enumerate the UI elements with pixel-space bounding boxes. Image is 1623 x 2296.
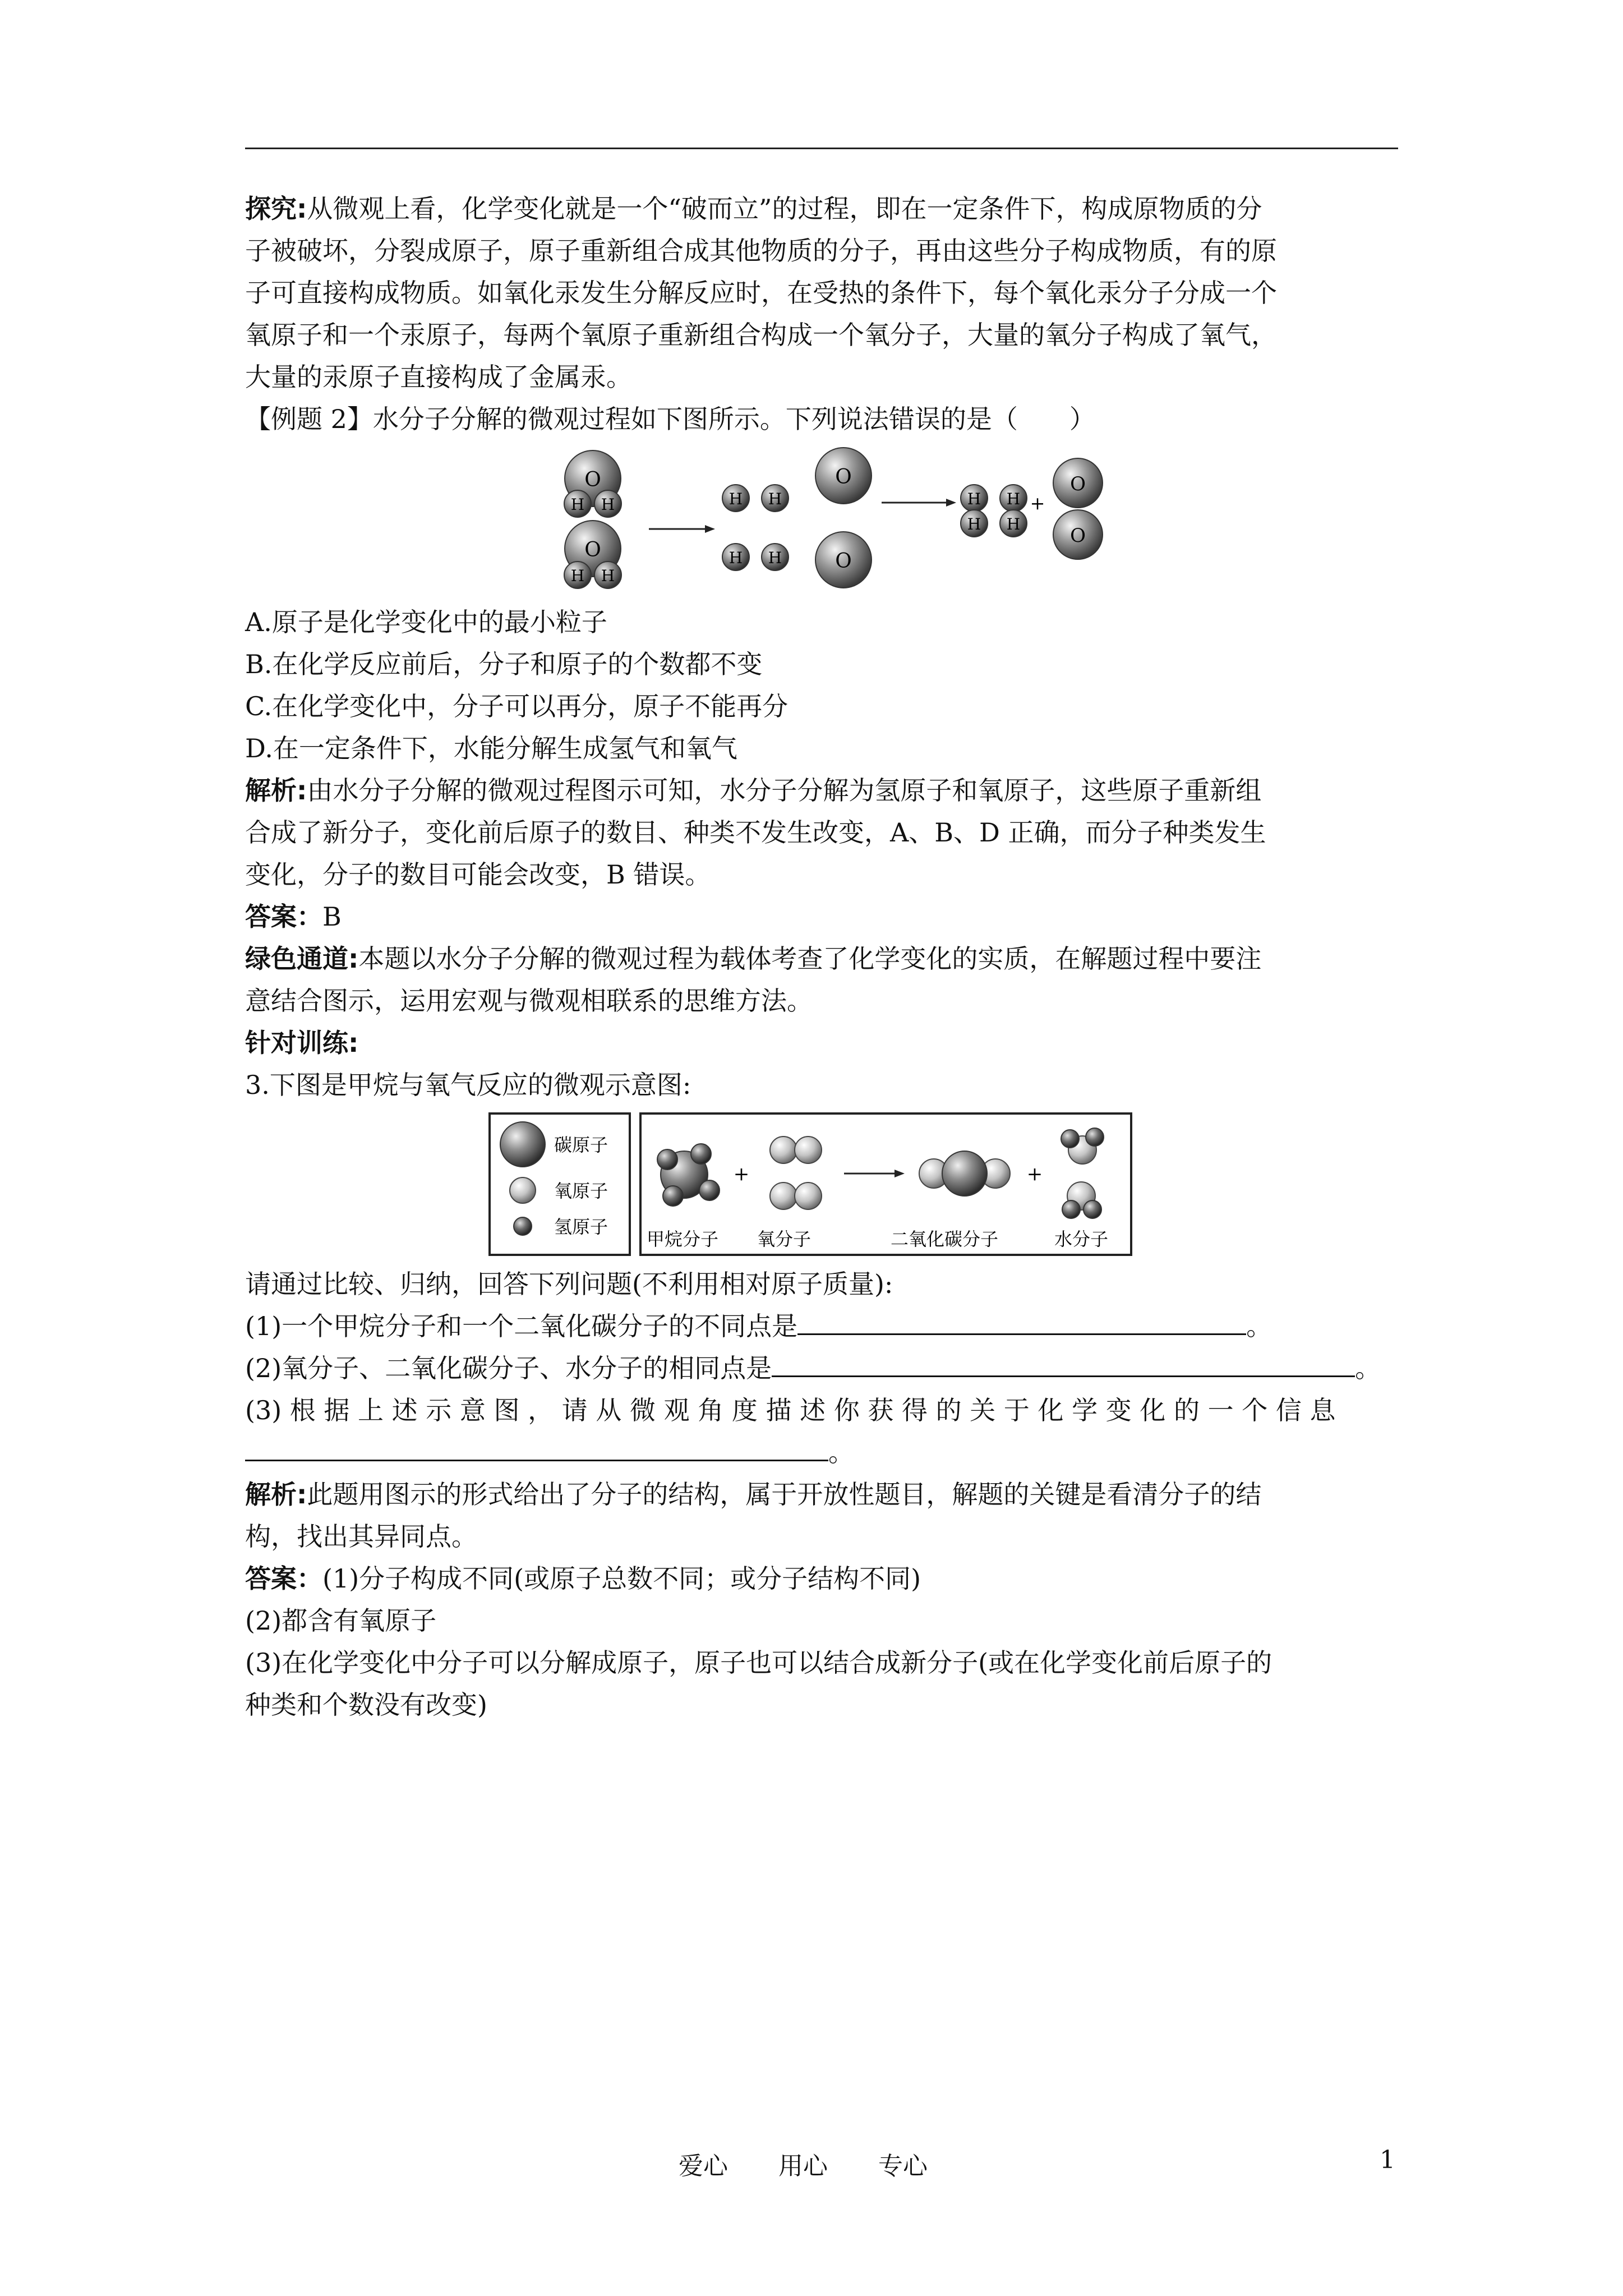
svg-text:H: H bbox=[570, 495, 585, 514]
water-molecule-1 bbox=[564, 450, 621, 517]
svg-text:H: H bbox=[728, 549, 743, 567]
label-oxygen-molecule: 氧分子 bbox=[757, 1228, 811, 1250]
svg-text:O: O bbox=[835, 466, 852, 489]
svg-text:H: H bbox=[967, 490, 981, 508]
option-a: A.原子是化学变化中的最小粒子 bbox=[245, 607, 607, 637]
explore-line-1: 探究:从微观上看，化学变化就是一个“破而立”的过程，即在一定条件下，构成原物质的分 bbox=[245, 194, 1262, 224]
page-content bbox=[245, 188, 1398, 1726]
svg-text:H: H bbox=[1006, 490, 1021, 508]
example2-analysis-line-2: 合成了新分子，变化前后原子的数目、种类不发生改变，A、B、D 正确，而分子种类发生 bbox=[245, 817, 1266, 848]
svg-text:O: O bbox=[835, 550, 852, 573]
explore-line-2: 子被破坏，分裂成原子，原子重新组合成其他物质的分子，再由这些分子构成物质，有的原 bbox=[245, 236, 1277, 266]
green-channel-line-1: 绿色通道:本题以水分子分解的微观过程为载体考查了化学变化的实质，在解题过程中要注 bbox=[245, 944, 1262, 974]
answer-label: 答案： bbox=[245, 901, 322, 932]
sub-question-3-blank-line: 。 bbox=[245, 1432, 1398, 1474]
sub-question-3: (3) 根 据 上 述 示 意 图 ， 请 从 微 观 角 度 描 述 你 获 得 的 关 于 化 学 变 化 的 一 个 信 息 bbox=[245, 1395, 1336, 1425]
label-water: 水分子 bbox=[1054, 1228, 1109, 1250]
arrow-1-icon bbox=[649, 525, 715, 533]
svg-text:H: H bbox=[601, 495, 615, 514]
answer-blank-2[interactable] bbox=[772, 1353, 1355, 1377]
svg-text:H: H bbox=[570, 567, 585, 585]
legend-oxygen bbox=[510, 1177, 608, 1203]
explore-line-5: 大量的汞原子直接构成了金属汞。 bbox=[245, 362, 632, 392]
svg-text:H: H bbox=[768, 549, 782, 567]
svg-text:H: H bbox=[1006, 515, 1021, 533]
training-answer-4: 种类和个数没有改变) bbox=[245, 1690, 487, 1720]
answer-blank-1[interactable] bbox=[797, 1311, 1246, 1335]
example2-analysis-line-1: 解析:由水分子分解的微观过程图示可知，水分子分解为氢原子和氧原子，这些原子重新组 bbox=[245, 775, 1262, 806]
hydrogen-molecules bbox=[961, 485, 1027, 537]
arrow-2-icon bbox=[882, 499, 956, 507]
svg-text:碳原子: 碳原子 bbox=[554, 1134, 608, 1156]
svg-text:+: + bbox=[733, 1163, 750, 1185]
example2-analysis-line-3: 变化，分子的数目可能会改变，B 错误。 bbox=[245, 859, 711, 890]
svg-text:氢原子: 氢原子 bbox=[554, 1216, 608, 1237]
example2-answer: 答案：B bbox=[245, 901, 342, 932]
explore-line-3: 子可直接构成物质。如氧化汞发生分解反应时，在受热的条件下，每个氧化汞分子分成一个 bbox=[245, 278, 1277, 308]
svg-text:+: + bbox=[1026, 1163, 1043, 1185]
training-analysis-line-1: 解析:此题用图示的形式给出了分子的结构，属于开放性题目，解题的关键是看清分子的结 bbox=[245, 1479, 1262, 1510]
methane-reaction-diagram bbox=[488, 1112, 1133, 1258]
analysis-label: 解析: bbox=[245, 775, 307, 806]
water-decomposition-diagram bbox=[545, 445, 1106, 599]
header-rule bbox=[245, 148, 1398, 149]
training-analysis-label: 解析: bbox=[245, 1479, 307, 1510]
sub-question-2: (2)氧分子、二氧化碳分子、水分子的相同点是 。 bbox=[245, 1353, 1381, 1383]
question-3: 3.下图是甲烷与氧气反应的微观示意图: bbox=[245, 1070, 691, 1100]
svg-text:O: O bbox=[1070, 524, 1086, 547]
sub-question-1: (1)一个甲烷分子和一个二氧化碳分子的不同点是 。 bbox=[245, 1311, 1272, 1341]
explore-label: 探究: bbox=[245, 194, 307, 224]
label-co2: 二氧化碳分子 bbox=[891, 1228, 999, 1250]
green-channel-line-2: 意结合图示，运用宏观与微观相联系的思维方法。 bbox=[245, 986, 813, 1016]
svg-text:H: H bbox=[967, 515, 981, 533]
svg-text:氧原子: 氧原子 bbox=[554, 1180, 608, 1202]
option-d: D.在一定条件下，水能分解生成氢气和氧气 bbox=[245, 733, 737, 763]
example2-title: 【例题 2】水分子分解的微观过程如下图所示。下列说法错误的是（ ） bbox=[245, 404, 1095, 434]
question-prompt: 请通过比较、归纳，回答下列问题(不利用相对原子质量): bbox=[245, 1269, 893, 1299]
training-answer-label: 答案： bbox=[245, 1563, 322, 1594]
separated-atoms bbox=[722, 448, 872, 588]
training-answer-3: (3)在化学变化中分子可以分解成原子，原子也可以结合成新分子(或在化学变化前后原子的 bbox=[245, 1648, 1272, 1678]
explore-line-4: 氧原子和一个汞原子，每两个氧原子重新组合构成一个氧分子，大量的氧分子构成了氧气， bbox=[245, 320, 1277, 350]
training-heading: 针对训练: bbox=[245, 1028, 359, 1058]
svg-text:H: H bbox=[601, 567, 615, 585]
training-analysis-line-2: 构，找出其异同点。 bbox=[245, 1521, 477, 1552]
svg-text:O: O bbox=[584, 468, 601, 491]
svg-text:H: H bbox=[728, 490, 743, 508]
training-answer-2: (2)都含有氧原子 bbox=[245, 1605, 437, 1636]
svg-text:H: H bbox=[768, 490, 782, 508]
oxygen-molecule bbox=[1053, 458, 1103, 559]
training-answer-1: 答案：(1)分子构成不同(或原子总数不同；或分子结构不同) bbox=[245, 1563, 921, 1594]
svg-text:O: O bbox=[1070, 473, 1086, 495]
water-molecule-2 bbox=[564, 521, 621, 588]
answer-blank-3[interactable] bbox=[245, 1437, 828, 1461]
option-c: C.在化学变化中，分子可以再分，原子不能再分 bbox=[245, 691, 789, 721]
label-methane: 甲烷分子 bbox=[647, 1228, 719, 1250]
page-number: 1 bbox=[1380, 2146, 1395, 2174]
option-b: B.在化学反应前后，分子和原子的个数都不变 bbox=[245, 649, 763, 679]
green-channel-label: 绿色通道: bbox=[245, 944, 359, 974]
footer-slogan: 爱心 用心 专心 bbox=[679, 2152, 928, 2180]
plus-sign: + bbox=[1030, 493, 1045, 514]
svg-text:O: O bbox=[584, 539, 601, 562]
